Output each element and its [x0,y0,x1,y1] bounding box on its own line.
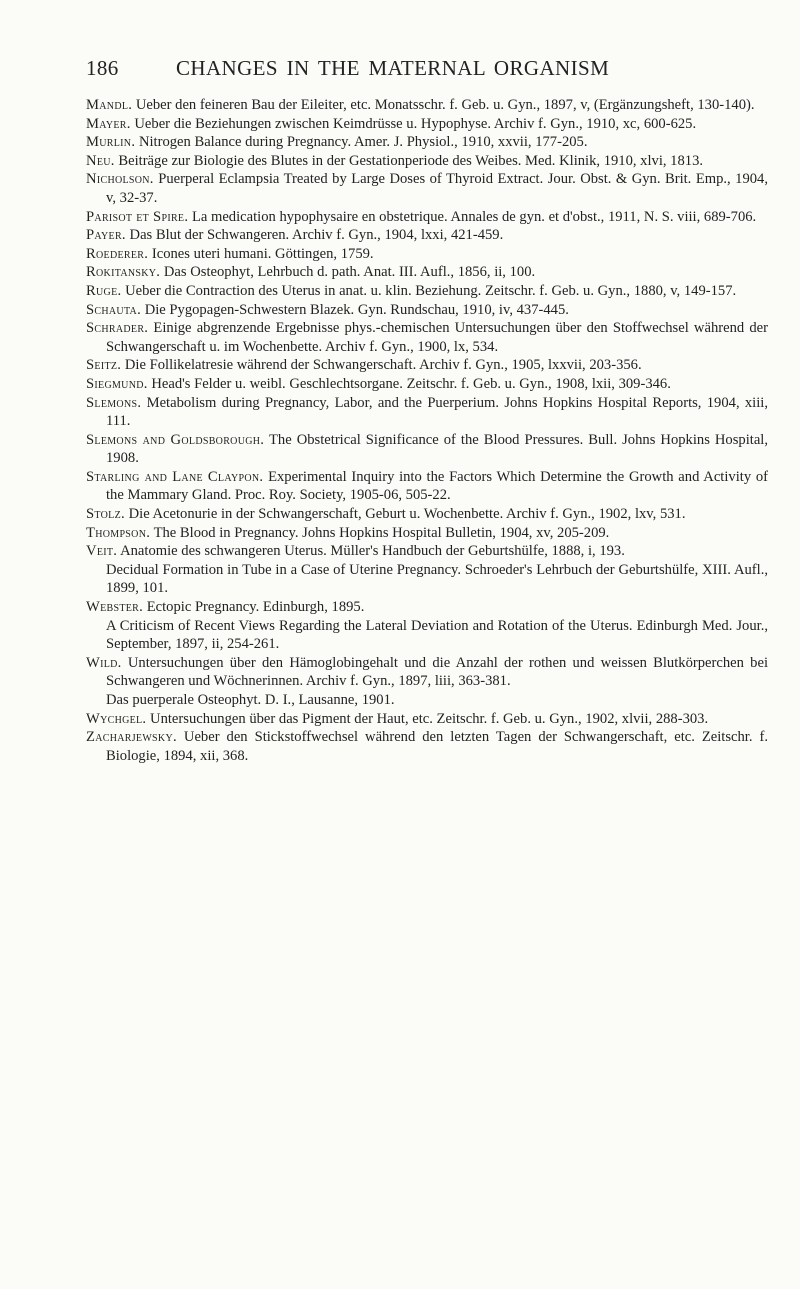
reference-author: Rokitansky. [86,264,161,281]
reference-entry [86,431,768,468]
reference-entry [86,282,768,301]
reference-author: Ruge. [86,282,122,299]
page-header [86,56,768,86]
reference-entry [86,710,768,729]
reference-entry [86,691,768,710]
reference-entry [86,96,768,115]
reference-entry [86,468,768,505]
reference-entry [86,617,768,654]
reference-author: Wild. [86,654,122,671]
reference-author: Schauta. [86,301,142,318]
reference-text: Einige abgrenzende Ergebnisse phys.-chemischen Untersuchungen über den Stoffwechsel während der Schwangerschaft u. im Wochenbette. Archiv f. Gyn., 1900, lx, 534. [106,320,768,355]
reference-author: Neu. [86,152,115,169]
reference-entry [86,356,768,375]
reference-author: Slemons. [86,394,142,411]
reference-text: Die Acetonurie in der Schwangerschaft, Geburt u. Wochenbette. Archiv f. Gyn., 1902, lxv, 531. [128,506,686,523]
reference-entry [86,263,768,282]
reference-author: Webster. [86,599,144,616]
book-page [86,56,768,765]
reference-entry [86,598,768,617]
reference-text: Experimental Inquiry into the Factors Which Determine the Growth and Activity of the Mammary Gland. Proc. Roy. Society, 1905-06, 505-22. [106,468,768,504]
reference-entry [86,115,768,134]
reference-author: Seitz. [86,357,122,374]
reference-entry [86,375,768,394]
reference-entry [86,133,768,152]
reference-text: Head's Felder u. weibl. Geschlechtsorgane. Zeitschr. f. Geb. u. Gyn., 1908, lxii, 309-346. [151,375,671,392]
reference-text: Untersuchungen über den Hämoglobingehalt und die Anzahl der rothen und weissen Blutkörperchen bei Schwangeren und Wöchnerinnen. Archiv f. Gyn., 1897, liii, 363-381. [106,654,769,690]
reference-text: Ueber den Stickstoffwechsel während den letzten Tagen der Schwangerschaft, etc. Zeitschr. f. Biologie, 1894, xii, 368. [106,729,768,764]
reference-text: The Blood in Pregnancy. Johns Hopkins Hospital Bulletin, 1904, xv, 205-209. [153,524,610,541]
reference-author: Starling and Lane Claypon. [86,468,264,485]
reference-text: Puerperal Eclampsia Treated by Large Doses of Thyroid Extract. Jour. Obst. & Gyn. Brit. Emp., 1904, v, 32-37. [106,171,768,206]
reference-text: Decidual Formation in Tube in a Case of Uterine Pregnancy. Schroeder's Lehrbuch der Geburtshülfe, XIII. Aufl., 1899, 101. [106,561,768,597]
reference-text: La medication hypophysaire en obstetrique. Annales de gyn. et d'obst., 1911, N. S. viii, 689-706. [191,208,757,225]
reference-text: Untersuchungen über das Pigment der Haut, etc. Zeitschr. f. Geb. u. Gyn., 1902, xlvii, 288-303. [150,710,709,727]
reference-text: Die Follikelatresie während der Schwangerschaft. Archiv f. Gyn., 1905, lxxvii, 203-356. [124,357,642,374]
reference-author: Siegmund. [86,375,148,392]
reference-text: Das Blut der Schwangeren. Archiv f. Gyn., 1904, lxxi, 421-459. [129,227,504,244]
reference-text: Anatomie des schwangeren Uterus. Müller's Handbuch der Geburtshülfe, 1888, i, 193. [120,543,625,560]
reference-entry [86,170,768,207]
reference-text: Die Pygopagen-Schwestern Blazek. Gyn. Rundschau, 1910, iv, 437-445. [144,301,569,318]
reference-author: Stolz. [86,506,125,523]
reference-author: Payer. [86,227,126,244]
reference-author: Nicholson. [86,171,154,188]
reference-author: Schrader. [86,320,149,337]
reference-entry [86,245,768,264]
reference-author: Zacharjewsky. [86,729,177,746]
reference-author: Wychgel. [86,710,147,727]
reference-author: Mandl. [86,97,133,113]
reference-author: Murlin. [86,134,136,151]
reference-author: Roederer. [86,245,149,262]
reference-text: A Criticism of Recent Views Regarding the Lateral Deviation and Rotation of the Uterus. Edinburgh Med. Jour., September, 1897, ii, 254-261. [106,617,768,653]
reference-text: Ueber den feineren Bau der Eileiter, etc. Monatsschr. f. Geb. u. Gyn., 1897, v, (Ergänzungsheft, 130-140). [135,97,755,113]
reference-entry [86,208,768,227]
reference-author: Thompson. [86,524,151,541]
reference-text: Nitrogen Balance during Pregnancy. Amer. J. Physiol., 1910, xxvii, 177-205. [138,134,588,151]
reference-text: Ectopic Pregnancy. Edinburgh, 1895. [146,599,365,616]
reference-text: Icones uteri humani. Göttingen, 1759. [151,245,374,262]
reference-text: Metabolism during Pregnancy, Labor, and the Puerperium. Johns Hopkins Hospital Reports, 1904, xiii, 111. [106,394,768,430]
reference-text: Das puerperale Osteophyt. D. I., Lausanne, 1901. [106,692,395,708]
reference-list [86,96,768,765]
reference-entry [86,301,768,320]
reference-text: Das Osteophyt, Lehrbuch d. path. Anat. III. Aufl., 1856, ii, 100. [163,264,536,281]
reference-entry [86,319,768,356]
reference-text: Beiträge zur Biologie des Blutes in der Gestationperiode des Weibes. Med. Klinik, 1910, xlvi, 1813. [118,152,704,169]
reference-entry [86,505,768,524]
reference-entry [86,152,768,171]
reference-entry [86,226,768,245]
reference-text: The Obstetrical Significance of the Blood Pressures. Bull. Johns Hopkins Hospital, 1908. [106,431,769,467]
reference-entry [86,542,768,561]
reference-entry [86,728,768,765]
reference-author: Veit. [86,543,118,560]
reference-author: Parisot et Spire. [86,208,189,225]
reference-entry [86,561,768,598]
running-title: CHANGES IN THE MATERNAL ORGANISM [176,56,610,80]
reference-text: Ueber die Contraction des Uterus in anat. u. klin. Beziehung. Zeitschr. f. Geb. u. Gyn., 1880, v, 149-157. [125,282,737,299]
reference-entry [86,654,768,691]
reference-entry [86,394,768,431]
reference-text: Ueber die Beziehungen zwischen Keimdrüsse u. Hypophyse. Archiv f. Gyn., 1910, xc, 600-625. [134,115,697,132]
reference-author: Mayer. [86,115,131,132]
page-number: 186 [86,56,119,80]
reference-entry [86,524,768,543]
reference-author: Slemons and Goldsborough. [86,431,265,448]
